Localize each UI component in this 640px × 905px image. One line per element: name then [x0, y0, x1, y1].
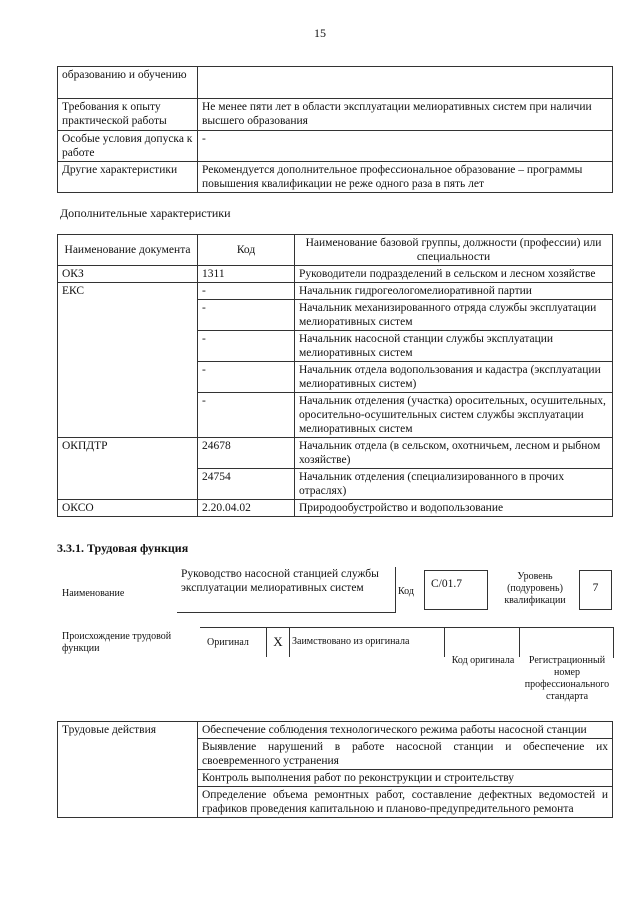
- labor-actions-label: Трудовые действия: [58, 722, 198, 818]
- code-cell: 24678: [198, 438, 295, 469]
- labor-action-item: Определение объема ремонтных работ, составление дефектных ведомостей и графиков проведения капитальною и планово-предупредительного ремонта: [198, 787, 613, 818]
- additional-table: [57, 234, 613, 517]
- requirements-table: [57, 66, 613, 193]
- labor-action-item: Контроль выполнения работ по реконструкции и строительству: [198, 770, 613, 787]
- func-code-value: C/01.7: [431, 578, 462, 590]
- req-label: Особые условия допуска к работе: [58, 131, 198, 162]
- req-label: Другие характеристики: [58, 162, 198, 193]
- origin-original-label: Оригинал: [207, 637, 249, 648]
- func-level-value: 7: [592, 582, 599, 594]
- name-cell: Руководители подразделений в сельском и лесном хозяйстве: [295, 266, 613, 283]
- doc-cell: ЕКС: [58, 283, 198, 438]
- code-cell: 1311: [198, 266, 295, 283]
- code-cell: -: [198, 362, 295, 393]
- func-level-box: [579, 570, 612, 610]
- code-cell: 24754: [198, 469, 295, 500]
- name-cell: Начальник механизированного отряда службы эксплуатации мелиоративных систем: [295, 300, 613, 331]
- origin-code-cell: [444, 627, 520, 657]
- name-cell: Начальник отделения (специализированного в прочих отраслях): [295, 469, 613, 500]
- func-name-label: Наименование: [62, 588, 125, 599]
- name-cell: Начальник отдела (в сельском, охотничьем, лесном и рыбном хозяйстве): [295, 438, 613, 469]
- code-cell: -: [198, 283, 295, 300]
- origin-reg-caption: Регистрационный номер профессионального стандарта: [524, 655, 610, 702]
- code-cell: -: [198, 300, 295, 331]
- name-cell: Природообустройство и водопользование: [295, 500, 613, 517]
- col-header-code: Код: [198, 235, 295, 266]
- col-header-name: Наименование базовой группы, должности (профессии) или специальности: [295, 235, 613, 266]
- page-number: 15: [314, 26, 326, 40]
- section-title: 3.3.1. Трудовая функция: [57, 541, 189, 555]
- req-value: Рекомендуется дополнительное профессиональное образование – программы повышения квалификации не реже одного раза в пять лет: [198, 162, 613, 193]
- req-value: [198, 67, 613, 99]
- req-label: образованию и обучению: [58, 67, 198, 99]
- req-value: -: [198, 131, 613, 162]
- func-code-label: Код: [398, 586, 414, 597]
- origin-borrowed-label: Заимствовано из оригинала: [292, 636, 410, 647]
- name-cell: Начальник отделения (участка) оросительных, осушительных, оросительно-осушительных систем службы эксплуатации мелиоративных систем: [295, 393, 613, 438]
- origin-mark: X: [266, 627, 290, 657]
- func-code-box: [424, 570, 488, 610]
- code-cell: 2.20.04.02: [198, 500, 295, 517]
- func-name-box: [177, 567, 396, 613]
- col-header-doc: Наименование документа: [58, 235, 198, 266]
- code-cell: -: [198, 393, 295, 438]
- additional-title: Дополнительные характеристики: [60, 206, 231, 220]
- labor-action-item: Обеспечение соблюдения технологического режима работы насосной станции: [198, 722, 613, 739]
- doc-cell: ОКПДТР: [58, 438, 198, 500]
- func-level-label: Уровень (подуровень) квалификации: [504, 571, 566, 606]
- origin-label: Происхождение трудовой функции: [62, 631, 172, 654]
- req-label: Требования к опыту практической работы: [58, 99, 198, 131]
- name-cell: Начальник отдела водопользования и кадастра (эксплуатации мелиоративных систем): [295, 362, 613, 393]
- labor-actions-table: [57, 721, 613, 818]
- labor-action-item: Выявление нарушений в работе насосной станции и обеспечение их своевременного устранения: [198, 739, 613, 770]
- code-cell: -: [198, 331, 295, 362]
- req-value: Не менее пяти лет в области эксплуатации мелиоративных систем при наличии высшего образования: [198, 99, 613, 131]
- name-cell: Начальник насосной станции службы эксплуатации мелиоративных систем: [295, 331, 613, 362]
- name-cell: Начальник гидрогеологомелиоративной партии: [295, 283, 613, 300]
- doc-cell: ОКЗ: [58, 266, 198, 283]
- origin-code-caption: Код оригинала: [451, 655, 515, 666]
- func-name-value: Руководство насосной станцией службы эксплуатации мелиоративных систем: [181, 568, 379, 594]
- doc-cell: ОКСО: [58, 500, 198, 517]
